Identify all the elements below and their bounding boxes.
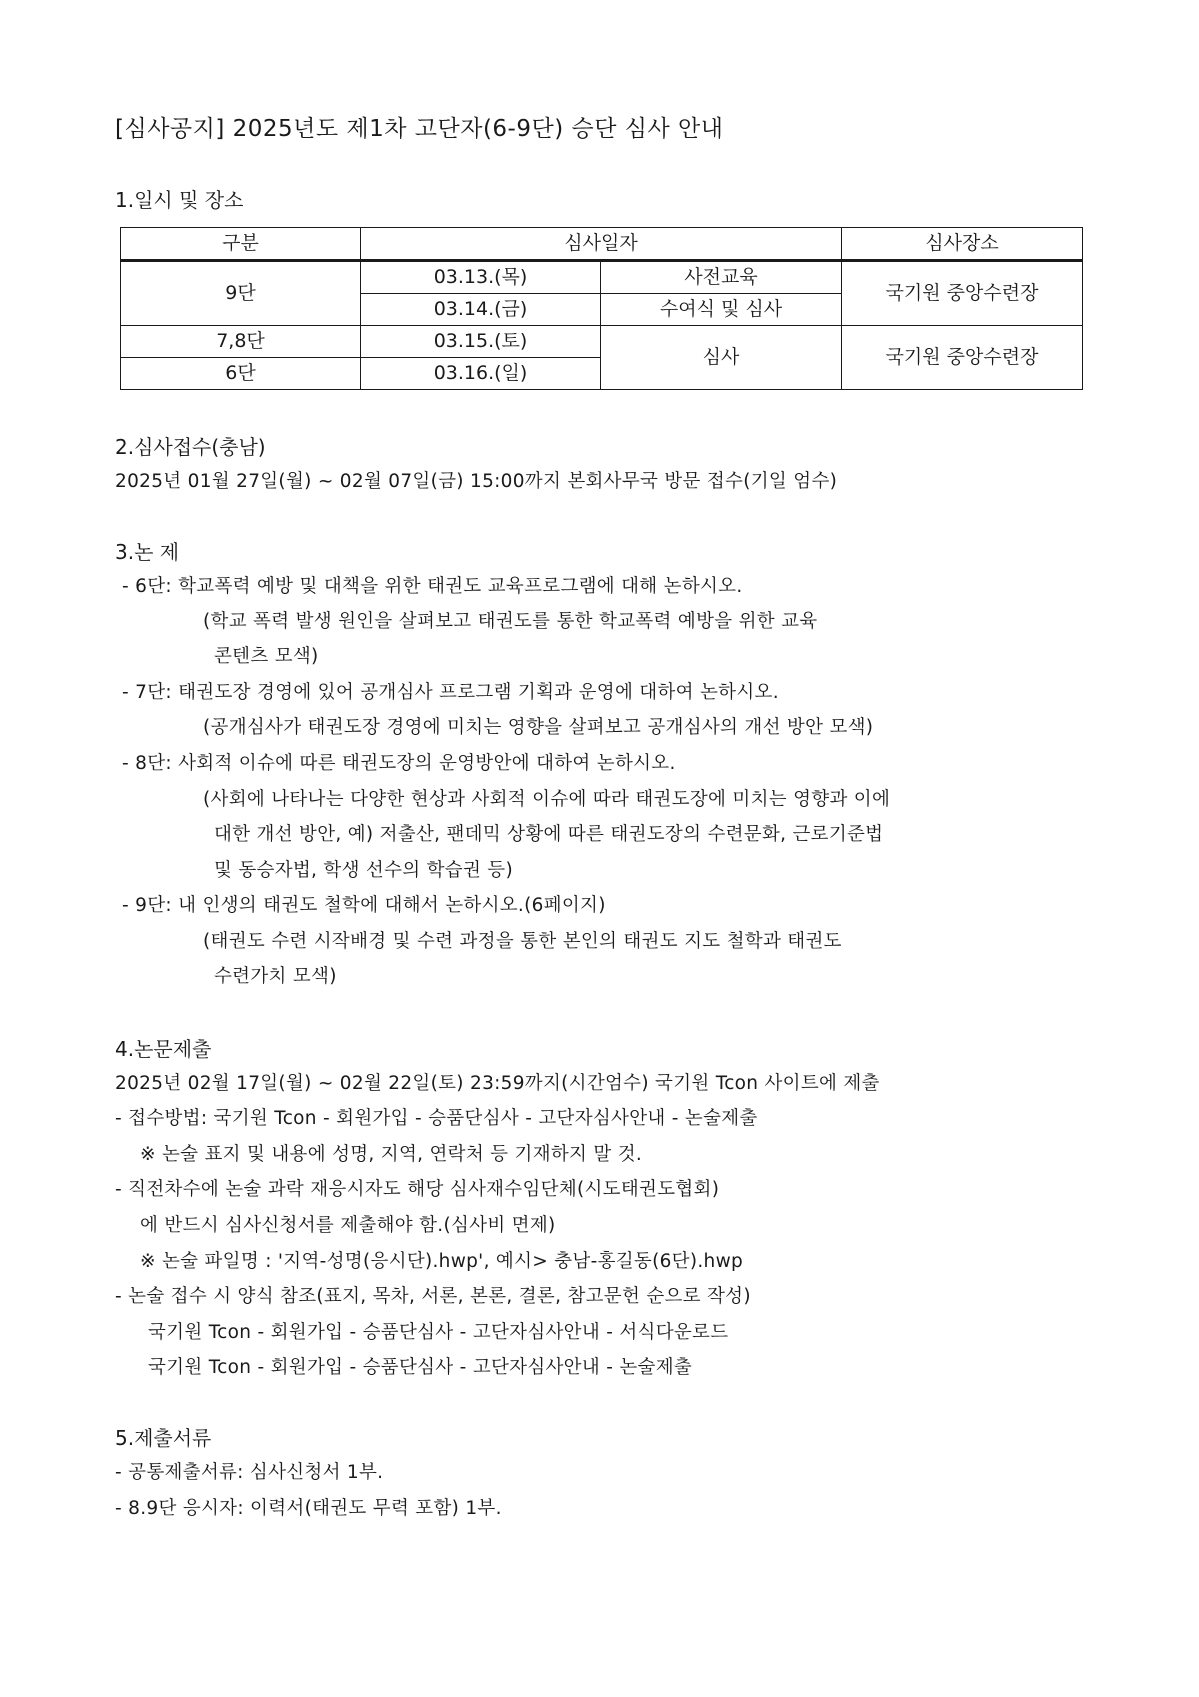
submission-line: 2025년 02월 17일(월) ~ 02월 22일(토) 23:59까지(시간엄수) 국기원 Tcon 사이트에 제출 — [115, 1073, 880, 1094]
document-line: - 공통제출서류: 심사신청서 1부. — [115, 1462, 384, 1483]
type-cell: 심사 — [601, 326, 842, 390]
submission-line: ※ 논술 표지 및 내용에 성명, 지역, 연락처 등 기재하지 말 것. — [140, 1144, 643, 1165]
submission-line: - 직전차수에 논술 과락 재응시자도 해당 심사재수임단체(시도태권도협회) — [115, 1179, 720, 1200]
submission-line: 국기원 Tcon - 회원가입 - 승품단심사 - 고단자심사안내 - 서식다운로드 — [148, 1322, 729, 1343]
submission-line: - 논술 접수 시 양식 참조(표지, 목차, 서론, 본론, 결론, 참고문헌 순으로 작성) — [115, 1286, 751, 1307]
grade-cell: 9단 — [121, 261, 361, 326]
document-line: - 8.9단 응시자: 이력서(태권도 무력 포함) 1부. — [115, 1498, 502, 1519]
section-5-heading: 5.제출서류 — [115, 1426, 212, 1450]
submission-line: 에 반드시 심사신청서를 제출해야 함.(심사비 면제) — [140, 1215, 556, 1236]
type-cell: 사전교육 — [601, 261, 842, 294]
header-place: 심사장소 — [842, 228, 1083, 261]
submission-line: 국기원 Tcon - 회원가입 - 승품단심사 - 고단자심사안내 - 논술제출 — [148, 1357, 693, 1378]
submission-line: - 접수방법: 국기원 Tcon - 회원가입 - 승품단심사 - 고단자심사안내 - 논술제출 — [115, 1108, 758, 1129]
topic-line: 콘텐츠 모색) — [214, 646, 319, 667]
type-cell: 수여식 및 심사 — [601, 294, 842, 326]
table-row — [121, 261, 1083, 294]
section-1-heading: 1.일시 및 장소 — [115, 188, 244, 212]
topic-line: - 8단: 사회적 이슈에 따른 태권도장의 운영방안에 대하여 논하시오. — [122, 753, 676, 774]
topic-line: (사회에 나타나는 다양한 현상과 사회적 이슈에 따라 태권도장에 미치는 영향과 이에 — [203, 789, 891, 810]
section-2-heading: 2.심사접수(충남) — [115, 435, 266, 459]
topic-line: 수련가치 모색) — [214, 966, 337, 987]
grade-cell: 7,8단 — [121, 326, 361, 358]
topic-line: - 6단: 학교폭력 예방 및 대책을 위한 태권도 교육프로그램에 대해 논하시오. — [122, 576, 743, 597]
topic-line: - 7단: 태권도장 경영에 있어 공개심사 프로그램 기획과 운영에 대하여 논하시오. — [122, 682, 779, 703]
table-row — [121, 326, 1083, 358]
schedule-table — [120, 227, 1083, 390]
section-4-heading: 4.논문제출 — [115, 1037, 212, 1061]
table-header-row — [121, 228, 1083, 261]
reception-period-text: 2025년 01월 27일(월) ~ 02월 07일(금) 15:00까지 본회사무국 방문 접수(기일 엄수) — [115, 471, 838, 492]
topic-line: (태권도 수련 시작배경 및 수련 과정을 통한 본인의 태권도 지도 철학과 태권도 — [203, 931, 842, 952]
header-category: 구분 — [121, 228, 361, 261]
date-cell: 03.15.(토) — [361, 326, 601, 358]
topic-line: - 9단: 내 인생의 태권도 철학에 대해서 논하시오.(6페이지) — [122, 895, 606, 916]
topic-line: 및 동승자법, 학생 선수의 학습권 등) — [214, 860, 513, 881]
place-cell: 국기원 중앙수련장 — [842, 326, 1083, 390]
date-cell: 03.16.(일) — [361, 358, 601, 390]
section-3-heading: 3.논 제 — [115, 540, 180, 564]
topic-line: 대한 개선 방안, 예) 저출산, 팬데믹 상황에 따른 태권도장의 수련문화, 근로기준법 — [214, 824, 884, 845]
date-cell: 03.14.(금) — [361, 294, 601, 326]
grade-cell: 6단 — [121, 358, 361, 390]
date-cell: 03.13.(목) — [361, 261, 601, 294]
header-date: 심사일자 — [361, 228, 842, 261]
topic-line: (공개심사가 태권도장 경영에 미치는 영향을 살펴보고 공개심사의 개선 방안 모색) — [203, 717, 874, 738]
place-cell: 국기원 중앙수련장 — [842, 261, 1083, 326]
document-title: [심사공지] 2025년도 제1차 고단자(6-9단) 승단 심사 안내 — [115, 116, 724, 142]
submission-line: ※ 논술 파일명 : '지역-성명(응시단).hwp', 예시> 충남-홍길동(6단).hwp — [140, 1251, 744, 1272]
topic-line: (학교 폭력 발생 원인을 살펴보고 태권도를 통한 학교폭력 예방을 위한 교육 — [203, 611, 818, 632]
